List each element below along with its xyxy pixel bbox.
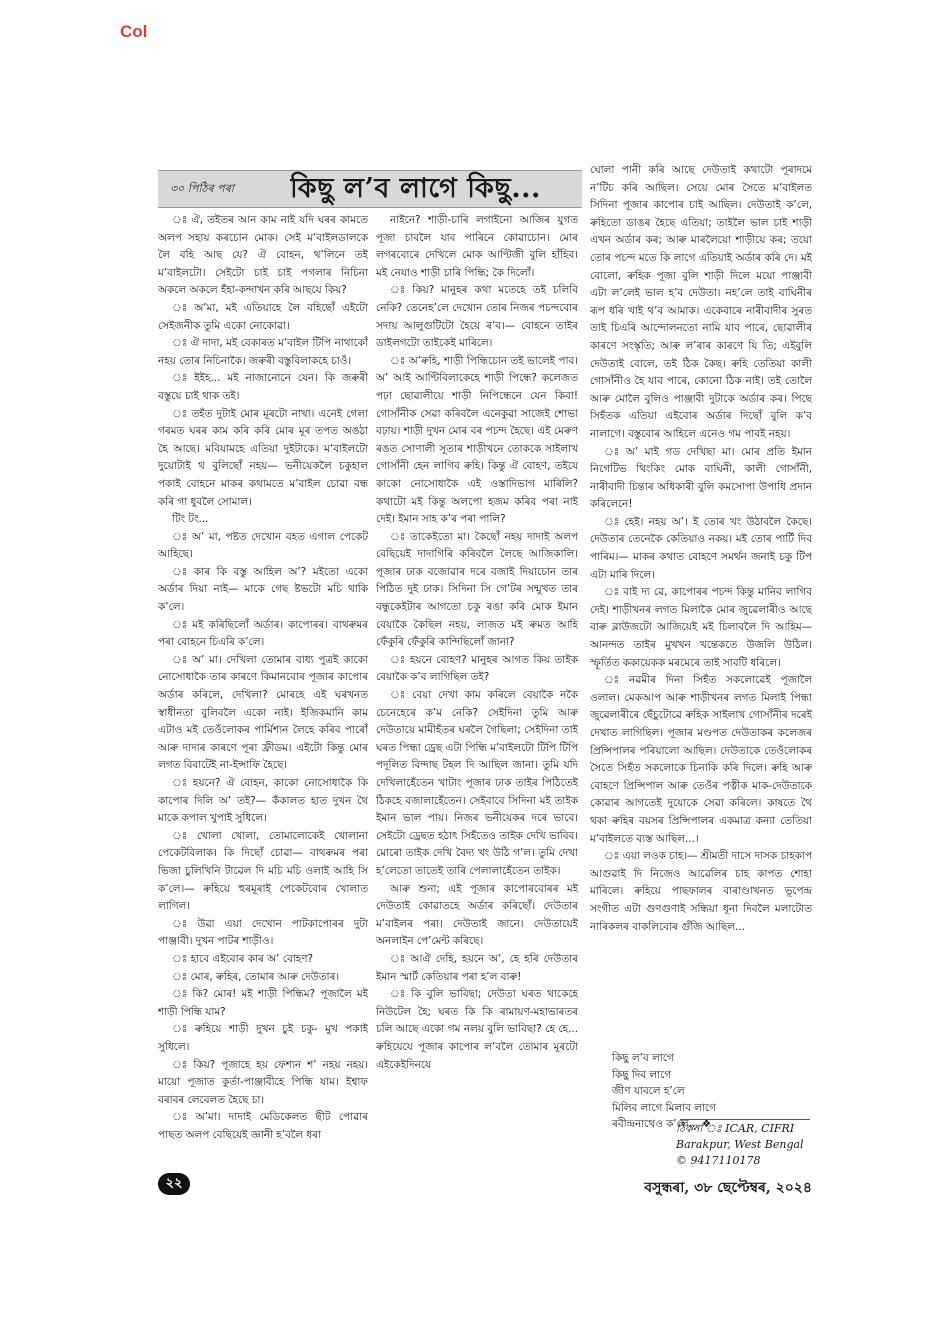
- paragraph: ঃ বাই দ্য ৱে, কাপোৰৰ পচন্দ কিন্তু মানিব লাগিব দেই। শাড়ীখনৰ লগত মিলাকৈ মোৰ জুৱেলাৰীও আছে বাৰু ব্লাউজটো আজিয়েই মই চিলাবলৈ দি আহিম— আনন্দত তাইৰ মুখখন খন্তেকতে উজলি উঠিল। স্ফূৰ্তিত ককায়েকক মৰমেৰে তাই সাবটি ধৰিলে।: [590, 586, 812, 669]
- paragraph: ঃ কিয়? পূজাহে হয় ফেশ্যন শ’ নহয় নহয়। মায়ো পূজাত কুৰ্তা-পাঞ্জাবীহে পিন্ধি যাম। ইশ্বাফ বৰাবৰ লেবেলত হৈছে চা।: [158, 1058, 368, 1106]
- paragraph: ঃ তাকেইতো মা। কৈছোঁ নহয় দাদাই অলপ বেছিয়েই দাদাগিৰি কৰিবলৈ লৈছে আজিকালি। পূজাৰ ঢাক বজোৱাৰ দৰে বজাই দিয়াচোন তাৰ পিঠিত দুই ঢাক। সিদিনা সি গে’টৰ সন্মুখত তাৰ বন্ধুকেইটাৰ আগতো চকু ৰঙা কৰি মোক ইমান বেয়াকৈ কৈছিল নহয়, লাজত মই ৰুমত আহি ফেঁকুৰি ফেঁকুৰি কান্দিছিলোঁ জানা?: [376, 530, 578, 649]
- page-number: ২২: [158, 1173, 190, 1195]
- paragraph: ঃ অ’ মা, পষ্টত দেখোন বহত এগাল পেকেট আহিছে।: [158, 530, 368, 561]
- paragraph: ঃ অ’ মাই গড দেখিছা মা। মোৰ প্ৰতি ইমান নিগেটিভ থিংকিং মোক বাঘিনী, কালী গোসাঁনী, নাৰীবাদী চিন্তাৰ অধিকাৰী বুলি কমসোপা উপাধি প্ৰদান কৰিলেনে!: [590, 445, 812, 511]
- paragraph: ঃ হয়নে? ঐ বোহন, কাকো নোসোধাকৈ কি কাপোৰ দিলি অ’ তই?— কঁকালত হাত দুখন থৈ মাকে কপাল খুপাই সুধিলে।: [158, 777, 368, 825]
- paragraph: ঃ উৱা এয়া দেখোন পাটকাপোৰৰ দুটা পাঞ্জাবী। দুখন পাটৰ শাড়ীও।: [158, 917, 368, 948]
- paragraph: ঃ ঐ দাদা, মই বেকাৰত ম’বাইল টিপি নাথাকোঁ নহয় তোৰ নিচিনাকৈ। জৰুৰী বস্তুবিলাকহে চাওঁ।: [158, 337, 368, 367]
- column-middle: [376, 212, 578, 1180]
- paragraph: ঃ অ’মা। দাদাই মেডিকেলত ছীট পোৱাৰ পাছত অলপ বেছিয়েই জ্ঞানী হ’বলৈ ধৰা: [158, 1111, 368, 1141]
- paragraph: ঃ হাবে এইবোৰ কাৰ অ’ বোহণ?: [172, 952, 314, 965]
- paragraph: ঃ মোৰ, ৰুহিৰ, তোমাৰ আৰু দেউতাৰ।: [172, 970, 340, 983]
- paragraph: ঃ ঐ, তইতৰ আন কাম নাই যদি ঘৰৰ কামতে অলপ সহায় কৰচোন মোক। সেই ম’বাইলডালকে লৈ বহি আছ যে? ঐ বোহন, থ’লিনে তই ম’বাইলটো। সেইটো চাই চাই পগলাৰ নিচিনা অকলে অকলে হঁহা-কন্দাখন কৰি আছযে কিয়?: [158, 214, 368, 297]
- poem-line: জীণ যাবলে হ’লে: [612, 1085, 685, 1097]
- article-title: কিছু ল’ব লাগে কিছু...: [290, 173, 541, 204]
- column-left: [158, 212, 368, 1170]
- paragraph: আৰু শুনা; এই পূজাৰ কাপোৰবোৰৰ মই দেউতাই কোৱাতহে অৰ্ডাৰ কৰিছোঁ। দেউতাৰ ম’বাইলৰ পৰা। দেউতাই জানে। দেউতায়েই অনলাইন পে’মেন্ট কৰিছে।: [376, 882, 578, 948]
- magazine-footer: বসুন্ধৰা, ৩৮ ছেপ্টেম্বৰ, ২০২৪: [644, 1180, 812, 1196]
- paragraph: ঃ বেয়া দেখা কাম কৰিলে বেয়াকৈ নকৈ চেনেহেৰে ক’ম নেকি? সেইদিনা তুমি আৰু দেউতায়ে মামীহঁতৰ ঘৰলৈ গৈছিলা; সেইদিনা তাই ঘৰত পিন্ধা ড্ৰেছ এটা পিন্ধি ম’বাইলটো টিপি টিপি পদূলিত বিন্দাছ টহল দি আছিল জানা। তুমি যদি দেখিলাহেঁতেন খাটাং পূজাৰ ঢাক তাইৰ পিঠিতেই ঠিকহে বজালাহেঁতেন। সেইবাবে সিদিনা মই তাইক ইমান ভাল পায়। নিজৰ ভনীয়েকৰ দৰে ভাবে। সেইটো ড্ৰেছত হঠাৎ সিহঁতেও তাইক দেখি ভাবিব। মোৰো তাইক দেখি বৈদ্য খং উঠি গ’ল। তুমি দেখা হ’লেতো তাতেই তাৰি পেলালাহেঁতেন তাইক।: [376, 689, 578, 877]
- address-divider: [680, 1119, 810, 1120]
- continued-from-label: ৩০ পিঠিৰ পৰা: [170, 182, 234, 195]
- paragraph: ঃ তহঁত দুটাই মোৰ মূৰটো নাখা। এনেই গেলা গৰমত ঘৰৰ কাম কৰি কৰি মোৰ মূৰ তপত অঙঠা হৈ আছে। মবিয়ামহে এতিয়া দুইটাকে। ম’বাইলটো দুয়োটাই থ বুলিছোঁ নহয়— ভনীয়েকলৈ চকুহাল পকাই বোহনে মাকৰ কথামতে ম’বাইল চোৱা বন্ধ কৰি গা ধুবলৈ সোমাল।: [158, 407, 368, 508]
- paragraph: ঃ এয়া লওক চাহ।— শ্ৰীমতী দাসে দাসক চাহকাপ আগুৱাই দি নিজেও আৱেলিৰ চাহ কাপত শোহা মাৰিলে। ৰুহিয়ে পাছফালৰ বাৰাণ্ডাখনত ভূপেন্দ্ৰ সংগীত এটা গুণগুণাই সন্ধিয়া ধূনা দিবলৈ মলাটোত নাৰিকলৰ বাকলিবোৰ গুঁজি আছিল...: [590, 850, 812, 933]
- poem-line: কিছু ল’ব লাগে: [612, 1052, 674, 1064]
- paragraph: ঃ অ’ মা। দেখিলা তোমাৰ বাধ্য পুত্ৰই কাকো নোসোধাকৈ তাৰ কাৰণে কিমানবোৰ পূজাৰ কাপোৰ অৰ্ডাৰ কৰিলে, দেখিলা? মোৰহে এই ঘৰখনত স্বাধীনতা বুলিবলৈ একো নাই। ইজিকমানি কাম এটাও মই তেওঁলোকৰ পাৰ্মিশ্যন লৈহে কৰিব পাৰোঁ আৰু দাদাৰ কাৰণে পূৰা ফ্ৰীডম। এইটো কিন্তু মোৰ লগত বিবাটেই না-ইন্সাফি হৈছে।: [158, 653, 368, 772]
- address-line: ঠিকনা ঃ ICAR, CIFRI: [676, 1122, 795, 1135]
- address-line: © 9417110178: [676, 1154, 761, 1167]
- author-address: [676, 1121, 812, 1169]
- paragraph: নাইনে? শাড়ী-চাৰি লগাইনো আজিৰ যুগত পূজা চাবলৈ যাব পাৰিনে কোৱাচোন। মোৰ লগৰবোৰে দেখিলে মোক আণ্টিজী বুলি হাঁহিব। মই নেযাও শাড়ী চাৰি পিন্ধি; কৈ দিলোঁ।: [376, 214, 578, 279]
- paragraph: ঃ ইইহ... মই নাজানোনে যেন। কি জৰুৰী বস্তুয়ে চাই থাক তই।: [158, 372, 368, 402]
- poem-line: মিলিব লাগে মিলাব লাগে: [612, 1101, 716, 1114]
- paragraph: ঃ ৰুহিয়ে শাড়ী দুখন চুই চকু- মুখ পকাই সুধিলে।: [158, 1023, 368, 1053]
- paragraph: ঃ কিয়? মানুহৰ কথা মতেহে তই চলিবি নেকি? তেনেহ’লে দেখোন তোৰ নিজৰ পচন্দবোৰ সদায় আলুগুটিটো হৈয়ে ৰ’ব।— বোহনে তাইৰ ডাইলগটো তাইকেই মাৰিলে।: [376, 284, 578, 350]
- paragraph: ঃ নৱমীৰ দিনা সিহঁত সকলোৱেই পূজালৈ ওলাল। মেকআপ আৰু শাড়ীখনৰ লগত মিলাই পিন্ধা জুৱেলাৰীৰে ছেঁচুটোৱে ৰুহিক সাইলাখ গোসাঁনীৰ দৰেই দেখাত লাগিছিল। পূজাৰ মণ্ডপত দেউতাকৰ কলেজৰ প্ৰিন্সিপালৰ পৰিয়ালো আছিল। দেউতাকে তেওঁলোকৰ সৈতে সিহঁত সকলোকে চিনাকি কৰি দিলে। ৰুহি আৰু বোহণে প্ৰিন্সিপাল আৰু তেওঁৰ পত্নীক মাক-দেউতাকে কোৱাৰ আগতেই দুয়োকে সেৱা কৰিলে। কাষতে থৈ থকা ৰুহিৰ বয়সৰ প্ৰিন্সিপালৰ একমাত্ৰ কন্যা তেতিয়া ম’বাইলতে ব্যস্ত আছিল...।: [590, 674, 812, 845]
- paragraph: ঃ খোলা খোলা, তোমালোকেই খোলানা পেকেটবিলাক। কি দিছোঁ চোৱা— বাথৰুমৰ পৰা ভিজা চুলিখিনি টাৱেল দি মচি মচি ওলাই আহি সি ক’লে।— ৰুহিয়ে হুৰমূৰাই পেকেটবোৰ খোলাত লাগিল।: [158, 829, 368, 913]
- address-line: Barakpur, West Bengal: [676, 1138, 804, 1151]
- color-mark: Col: [120, 22, 148, 41]
- poem-line: ৰবীন্দ্ৰনাথেও ক’লে... ❖: [612, 1118, 712, 1130]
- paragraph: ঃ হয়নে বোহণ? মানুহৰ আগত কিয় তাইক বেয়াকৈ ক’ব লাগিছিল তই?: [376, 653, 578, 684]
- paragraph: টিং টং...: [172, 513, 209, 526]
- paragraph: ঃ অ’মা, মই এতিয়াহে লৈ বহিছোঁ এইটো সেইজনীক তুমি একো নোকোৱা।: [158, 301, 368, 332]
- paragraph: ঃ কাৰ কি বস্তু আহিল অ’? মইতো একো অৰ্ডাৰ দিয়া নাই— মাকে গেছ ষ্টভটো মচি থাকি ক’লে।: [158, 565, 368, 614]
- paragraph: ঃ আঐ দেহি, হয়নে অ’, হে হৰি দেউতাৰ ইমান স্মাৰ্ট কেতিয়াৰ পৰা হ’ল বাৰু!: [376, 952, 578, 983]
- paragraph: ঃ মই কৰিছিলোঁ অৰ্ডাৰ। কাপোৰৰ। বাথৰুমৰ পৰা বোহনে চিএৰি ক’লে।: [158, 618, 368, 649]
- paragraph: ঃ কি বুলি ভাবিছা; দেউতা ঘৰত থাকেহে নিউটেল হৈ; ঘৰত কি কি ৰামায়ণ-মহাভাৰতৰ চলি আছে একো গম নলয় বুলি ভাবিছা? হে হে... ৰুহিয়েযে পূজাৰ কাপোৰ ল’বলৈ তোমাৰ মূৰটো এইকেইদিনযে: [376, 988, 578, 1071]
- paragraph: ঃ হেই। নহয় অ’। ই তোৰ খং উঠাবলৈ কৈছে। দেউতাৰ তেনেকৈ কেতিয়াও নকয়। মই তোৰ পাৰ্টি দিব পাৰিম।— মাকৰ কথাত বোহণে সমৰ্থন জনাই চকু টিপ এটা মাৰি দিলে।: [590, 515, 812, 581]
- poem-line: কিছু দিব লাগে: [612, 1068, 672, 1081]
- column-right: [590, 162, 812, 1052]
- paragraph: ঃ কি? মোৰ! মই শাড়ী পিন্ধিম? পূজালৈ মই শাড়ী পিন্ধি যাম?: [158, 988, 368, 1018]
- paragraph: ঘোলা পানী কৰি আছে দেউতাই কথাটো পূৰাদমে ন’টিচ কৰি আছিল। সেয়ে মোৰ সৈতে ম’বাইলত সিদিনা পূজাৰ কাপোৰ চাই আছিল। দেউতাই ক’লে, ৰুহিতো ডাঙৰ হৈছে এতিয়া; তাইলৈ ভাল চাই শাড়ী এখন অৰ্ডাৰ কৰ; আৰু মাৰলৈয়ো শাড়ীয়ে কৰ; তয়ো তোৰ পচন্দ মতে কি লাগে এতিয়াই অৰ্ডাৰ কৰি দে। মই বোলো, ৰুহিক পূজা বুলি শাড়ী দিলে ময়ো পাঞ্জাবী এটা ল’লেই ভাল হ’ব দেউতা। নহ’লে তাই বাঘিনীৰ ৰূপ ধৰি খাই থ’ব আমাক। একেবাৰে নাৰীবাদীৰ সুৰত তাই চিএৰি আন্দোলনতো নামি যাব পাৰে, ছোৱালীৰ কাৰণে সংস্কৃতি; আৰু ল’ৰাৰ কাৰণে যি তি; এইবুলি দেউতাই বোলে, তই ঠিক কৈছ। ৰুহি তেতিয়া কালী গোসাঁনীও হৈ যাব পাৰে, কোনো ঠিক নাই। তই তোলৈ আৰু মোলৈ বুলিও পাঞ্জাবী দুটাকে অৰ্ডাৰ কৰ। পিছে সিহঁতক এতিয়া এইবোৰ অৰ্ডাৰ দিছোঁ বুলি ক’ব নালাগে। বস্তুবোৰ আহিলে এনেও গম পাবই নহয়।: [590, 164, 812, 440]
- paragraph: ঃ অ’ৰুহি, শাড়ী পিন্ধিচোন তই ভালেই পাব। অ’ আই আণ্টিবিলাকেহে শাড়ী পিন্ধে? কলেজত পঢ়া ছোৱালীয়ে শাড়ী নিপিন্ধেনে যেন কিবা! গোসাঁনীক সেৱা কৰিবলৈ এনেকুৱা সাজেই শোভা বঢ়ায়। শাড়ী দুখন মোৰ বৰ পচন্দ হৈছে। এই মেৰুণ ৰঙত সোণালী সূতাৰ শাড়ীখনে তোককে সাইলাখ গোসাঁনী হেন লাগিব ৰুহি। কিন্তু ঐ বোহণ, তইযে কাকো নোসোধাকৈ এই ওস্তাদিভাগ মাৰিলি? কথাটো মই কিন্তু অলপো হজম কৰিব পৰা নাই দেই। ইমান সাহ ক’ৰ পৰা পালি?: [376, 354, 578, 526]
